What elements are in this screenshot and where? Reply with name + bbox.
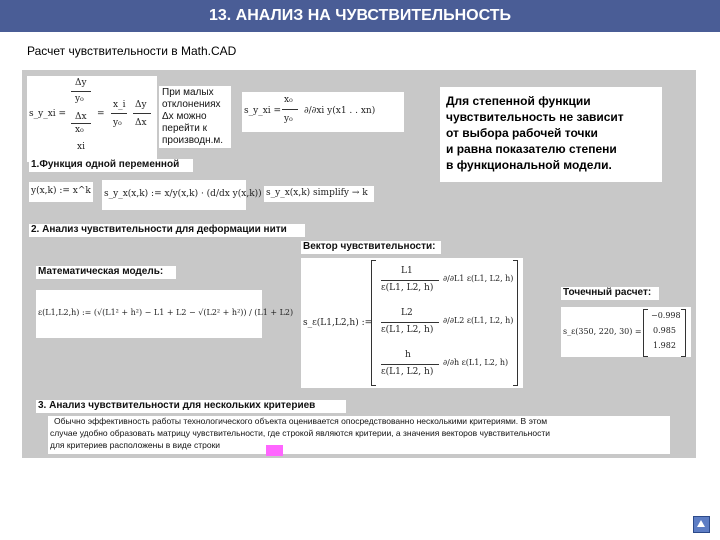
point-block [561, 307, 691, 357]
formula1-block [27, 76, 157, 162]
insertion-marker [266, 445, 283, 456]
formula1-xi: xi [77, 142, 85, 152]
small-note-line-1: При малых [162, 87, 214, 98]
f1-block [29, 182, 93, 202]
formula1-mid-top: x_i [113, 100, 126, 110]
formula2-top: x₀ [284, 95, 293, 105]
section2-heading-box [29, 224, 305, 237]
section3-heading-box [36, 400, 346, 413]
small-note-line-4: перейти к [162, 123, 208, 134]
section1-heading-box [29, 159, 193, 172]
note-line-4: и равна показателю степени [446, 142, 617, 156]
formula2-lhs: s_y_xi = [244, 106, 282, 116]
vector-row3-num: h [405, 350, 411, 360]
formula1-dx: Δx [75, 112, 87, 122]
vector-lhs: s_ε(L1,L2,h) := [303, 318, 373, 328]
vector-row3-den: ε(L1, L2, h) [381, 367, 434, 377]
point-value-3: 1.982 [653, 341, 676, 350]
point-heading: Точечный расчет: [563, 287, 652, 298]
f2-block [102, 180, 262, 210]
point-value-1: −0.998 [651, 311, 681, 320]
formula1-mid-bot: y₀ [113, 118, 122, 128]
slide-title: 13. АНАЛИЗ НА ЧУВСТВИТЕЛЬНОСТЬ [0, 0, 720, 32]
formula1-right-bot: Δx [135, 118, 147, 128]
vector-row2-deriv: ∂/∂L2 ε(L1, L2, h) [443, 316, 514, 325]
formula1-y0: y₀ [75, 94, 84, 104]
small-note-line-2: отклонениях [162, 99, 221, 110]
section3-text-line-2: случае удобно образовать матрицу чувствительности, где строкой являются критерии, а значения векторов чувствительности [50, 428, 550, 438]
section3-text-block [48, 416, 670, 454]
model-heading: Математическая модель: [38, 266, 164, 277]
small-note-line-3: Δx можно [162, 111, 207, 122]
model-block [36, 290, 294, 338]
formula2-block [242, 92, 404, 132]
vector-row2-num: L2 [401, 308, 413, 318]
section3-text-line-1: Обычно эффективность работы технологического объекта оценивается опосредствованно несколькими критериями. В этом [54, 416, 548, 426]
vector-row3-deriv: ∂/∂h ε(L1, L2, h) [443, 358, 509, 367]
formula2-bot: y₀ [284, 114, 293, 124]
note-line-2: чувствительность не зависит [446, 110, 624, 124]
note-line-5: в функциональной модели. [446, 158, 612, 172]
formula1-top: Δy [75, 78, 87, 88]
point-lhs: s_ε(350, 220, 30) = [563, 327, 642, 336]
vector-row2-den: ε(L1, L2, h) [381, 325, 434, 335]
section2-heading: 2. Анализ чувствительности для деформации нити [31, 224, 287, 235]
note-line-1: Для степенной функции [446, 94, 591, 108]
vector-row1-deriv: ∂/∂L1 ε(L1, L2, h) [443, 274, 514, 283]
small-note [159, 86, 231, 148]
f3-block [264, 186, 374, 202]
f1: y(x,k) := x^k [31, 186, 91, 196]
formula1-lhs: s_y_xi = [29, 109, 67, 119]
formula1-right-top: Δy [135, 100, 147, 110]
section3-heading: 3. Анализ чувствительности для нескольких критериев [38, 400, 316, 411]
point-heading-box [561, 287, 659, 300]
subtitle: Расчет чувствительности в Math.CAD [27, 44, 237, 58]
section3-text-line-3: для критериев расположены в виде строки [50, 440, 221, 450]
vector-block [301, 258, 523, 388]
formula1-x0: x₀ [75, 125, 84, 135]
f2: s_y_x(x,k) := x/y(x,k) · (d/dx y(x,k)) [104, 189, 262, 199]
note-line-3: от выбора рабочей точки [446, 126, 598, 140]
formula1-eq: = [97, 109, 105, 119]
section1-heading: 1.Функция одной переменной [31, 159, 180, 170]
point-value-2: 0.985 [653, 326, 676, 335]
vector-row1-num: L1 [401, 266, 413, 276]
model-heading-box [36, 266, 176, 279]
formula2-body: ∂/∂xi y(x1 . . xn) [304, 106, 376, 116]
home-nav-icon[interactable] [693, 516, 710, 533]
model-formula: ε(L1,L2,h) := (√(L1² + h²) − L1 + L2 − √(L2² + h²)) / (L1 + L2) [38, 308, 294, 317]
f3: s_y_x(x,k) simplify → k [266, 188, 368, 198]
small-note-line-5: производн.м. [162, 135, 224, 146]
vector-heading: Вектор чувствительности: [303, 241, 436, 252]
vector-heading-box [301, 241, 441, 254]
vector-row1-den: ε(L1, L2, h) [381, 283, 434, 293]
conclusion-note [440, 87, 662, 182]
